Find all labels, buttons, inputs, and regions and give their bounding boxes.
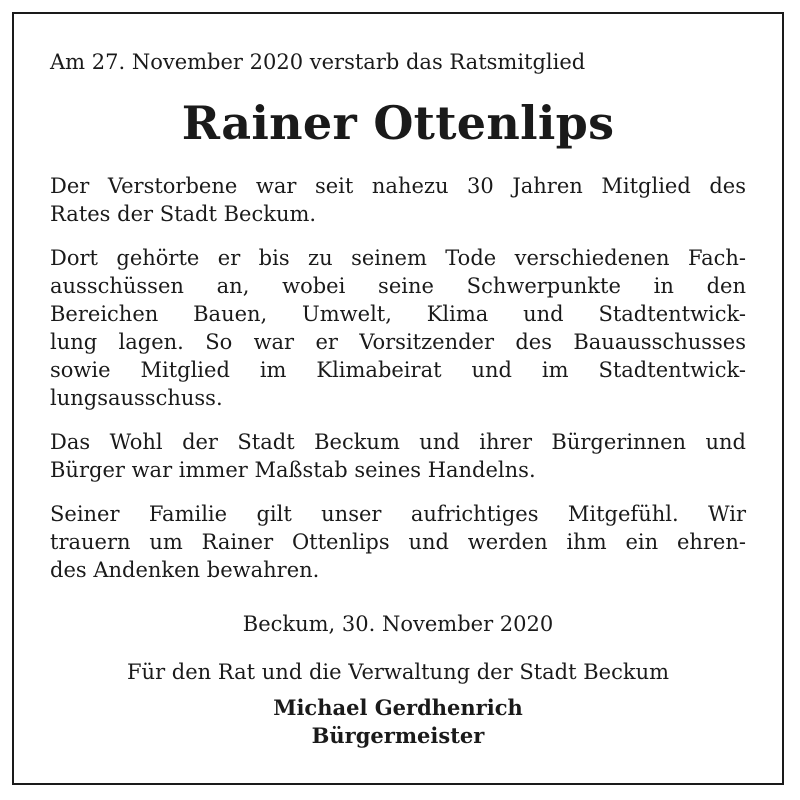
paragraph-welfare bbox=[50, 428, 746, 484]
signatory-organization: Für den Rat und die Verwaltung der Stadt Beckum bbox=[126, 660, 670, 684]
text-line: ausschüssen an, wobei seine Schwerpunkte in den bbox=[50, 274, 746, 298]
paragraph-membership bbox=[50, 172, 746, 228]
intro-line: Am 27. November 2020 verstarb das Ratsmitglied bbox=[50, 50, 586, 74]
signatory-title: Bürgermeister bbox=[311, 723, 485, 748]
notice-body bbox=[50, 172, 746, 600]
signatory-name: Michael Gerdhenrich bbox=[273, 695, 523, 720]
obituary-notice bbox=[12, 12, 784, 785]
text-line: des Andenken bewahren. bbox=[50, 558, 320, 582]
text-line: Bereichen Bauen, Umwelt, Klima und Stadtentwick- bbox=[50, 302, 746, 326]
text-line: trauern um Rainer Ottenlips und werden ihm ein ehren- bbox=[50, 530, 746, 554]
text-line: Seiner Familie gilt unser aufrichtiges Mitgefühl. Wir bbox=[50, 502, 746, 526]
text-line: lungsausschuss. bbox=[50, 386, 223, 410]
deceased-name: Rainer Ottenlips bbox=[181, 96, 615, 150]
text-line: Das Wohl der Stadt Beckum und ihrer Bürgerinnen und bbox=[50, 430, 746, 454]
text-line: Dort gehörte er bis zu seinem Tode verschiedenen Fach- bbox=[50, 246, 746, 270]
place-date: Beckum, 30. November 2020 bbox=[242, 612, 554, 636]
paragraph-condolences bbox=[50, 500, 746, 584]
text-line: sowie Mitglied im Klimabeirat und im Stadtentwick- bbox=[50, 358, 746, 382]
text-line: lung lagen. So war er Vorsitzender des Bauausschusses bbox=[50, 330, 746, 354]
paragraph-committees bbox=[50, 244, 746, 412]
text-line: Der Verstorbene war seit nahezu 30 Jahren Mitglied des bbox=[50, 174, 746, 198]
text-line: Bürger war immer Maßstab seines Handelns. bbox=[50, 458, 536, 482]
text-line: Rates der Stadt Beckum. bbox=[50, 202, 317, 226]
